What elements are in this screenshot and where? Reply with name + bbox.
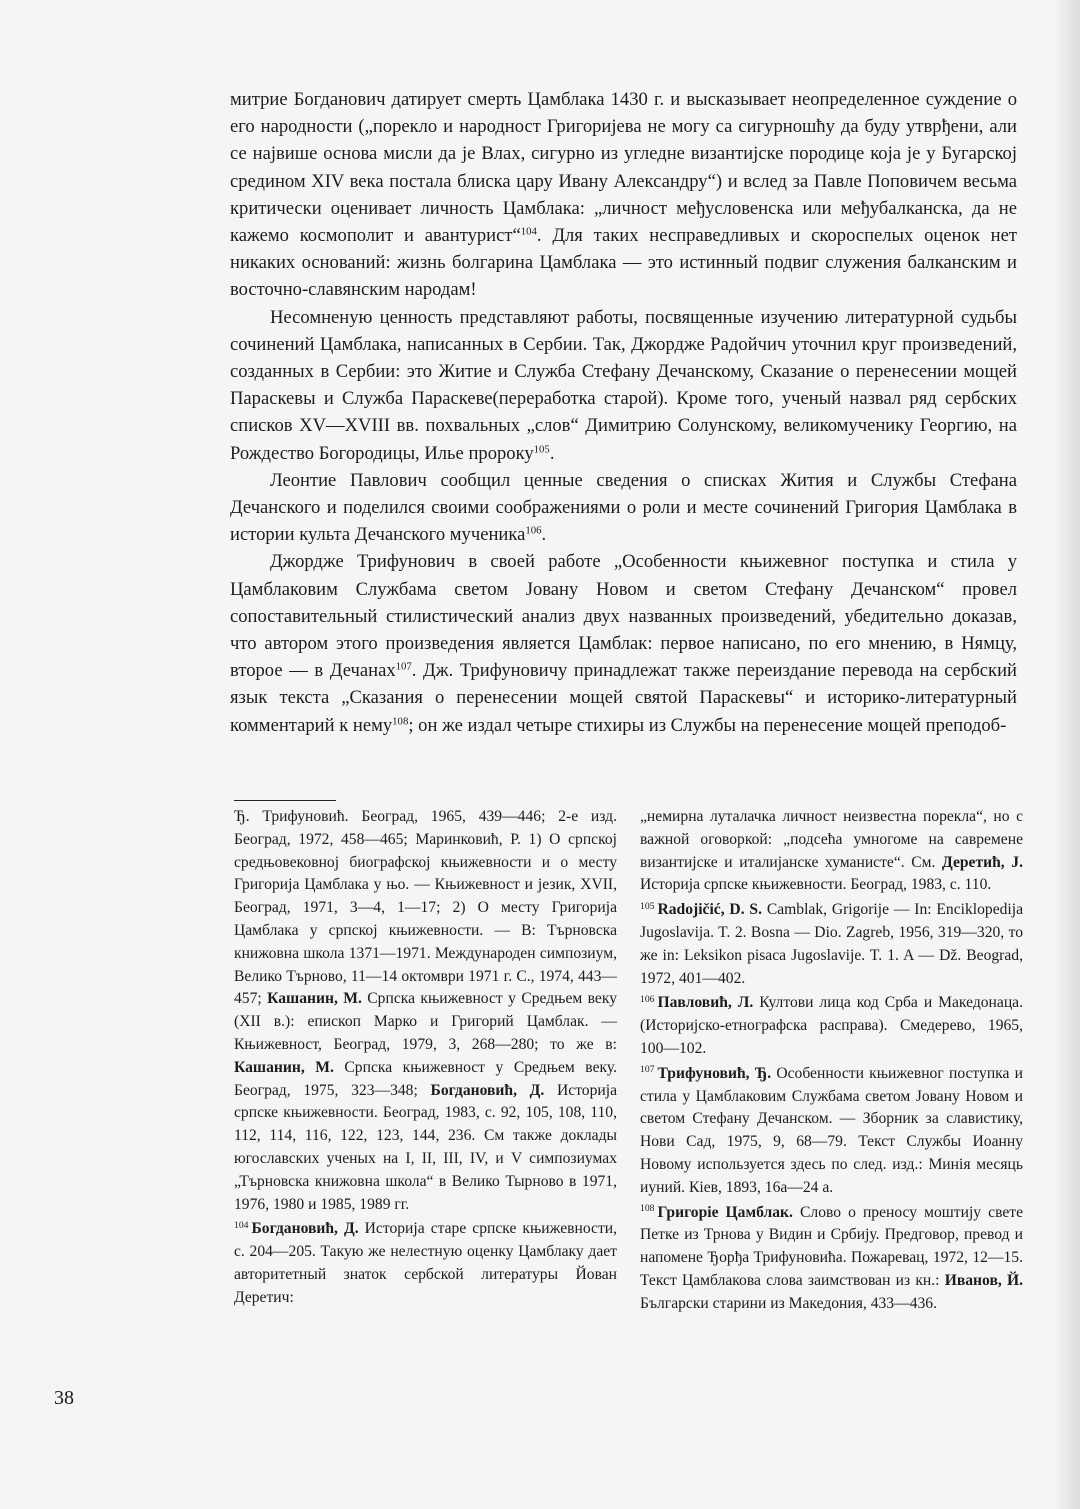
footnote-continuation: Ђ. Трифуновић. Београд, 1965, 439—446; 2-е изд. Београд, 1972, 458—465; Маринковић, Р. 1) О српској средњовековној биографској књижевности и о месту Григорија Цамблака у њо. — Књижевност и језик, XVII, Београд, 1971, 3—4, 1—17; 2) О месту Григорија Цамблака у српској књижевности. — В: Търновска книжовна школа 1371—1971. Международен симпозиум, Велико Търново, 11—14 октомври 1971 г. С., 1974, 443—457; Кашанин, М. Српска књижевност у Средњем веку (XII в.): епископ Марко и Григорий Цамблак. — Књижевност, Београд, 1979, 3, 268—280; то же в: Кашанин, М. Српска књижевност у Средњем веку. Београд, 1975, 323—348; Богдановић, Д. Историја српске књижевности. Београд, 1983, с. 92, 105, 108, 110, 112, 114, 116, 122, 123, 144, 236. См также доклады югославских ученых на I, II, III, IV, и V симпозиумах „Търновска книжовна школа“ в Велико Тырново в 1971, 1976, 1980 и 1985, 1989 гг. [234, 808, 617, 1213]
footnotes-right-column [640, 806, 1023, 1316]
footnote-separator [234, 800, 336, 801]
footnote-ref-105: 105 [533, 442, 550, 455]
page-number: 38 [54, 1387, 74, 1409]
footnote-ref-108: 108 [392, 714, 409, 727]
footnote-104-continuation: „немирна луталачка личност неизвестна порекла“, но с важной оговоркой: „подсећа умногоме на савремене византијске и италијанске хуманисте“. См. Деретић, Ј. Историја српске књижевности. Београд, 1983, с. 110. [640, 808, 1024, 894]
paragraph-1: митрие Богданович датирует смерть Цамблака 1430 г. и высказывает неопределенное суждение о его народности („порекло и народност Григоријева не могу са сигурношћу да буду утврђени, али се највише основа мисли да је Влах, сигурно из угледне византијске породице која је у Бугарској средином XIV века постала блиска цару Ивану Александру“) и вслед за Павле Поповичем весьма критически оценивает личность Цамблака: „личност међусловенска или међубалканска, да не кажемо космополит и авантурист“$^{104}$. Для таких несправедливых и скороспелых оценок нет никаких оснований: жизнь болгарина Цамблака — это истинный подвиг служения балканским и восточно-славянским народам! [230, 89, 1018, 301]
paragraph-3: Леонтие Павлович сообщил ценные сведения о списках Жития и Службы Стефана Дечанского и поделился своими соображениями о роли и месте сочинений Григория Цамблака в истории культа Дечанского мученика$^{106}$. [230, 469, 1017, 546]
binding-shadow [1054, 0, 1080, 1509]
paragraph-2: Несомненую ценность представляют работы, посвященные изучению литературной судьбы сочинений Цамблака, написанных в Сербии. Так, Джордже Радойчич уточнил круг произведений, созданных в Сербии: это Житие и Служба Стефану Дечанскому, Сказание о перенесении мощей Параскевы и Служба Параскеве(переработка старой). Кроме того, ученый назвал ряд сербских списков XV—XVIII вв. похвальных „слов“ Димитрию Солунскому, великомученику Георгию, на Рождество Богородицы, Илье пророку$^{105}$. [230, 306, 1017, 464]
footnote-107: $^{107}$ Трифуновић, Ђ. Особенности књижевног поступка и стила у Цамблаковим Службама светом Јовану Новом и светом Стефану Дечанском. — Зборник за славистику, Нови Сад, 1975, 9, 68—79. Текст Службы Иоанну Новому используется здесь по след. изд.: Минія месяць иуний. Кіев, 1893, 16а—24 а. [640, 1064, 1024, 1196]
footnote-105: $^{105}$ Radojičić, D. S. Camblak, Grigorije — In: Enciklopedija Jugoslavija. T. 2. Bosna — Dio. Zagreb, 1956, 319—320, то же in: Leksikon pisaca Jugoslavije. T. 1. A — Dž. Beograd, 1972, 401—402. [640, 900, 1023, 987]
footnote-108: $^{108}$ Григоріе Цамблак. Слово о преносу моштију свете Петке из Трнова у Видин и Србију. Предговор, превод и напомене Ђорђа Трифуновића. Пожаревац, 1972, 12—15. Текст Цамблакова слова заимствован из кн.: Иванов, Й. Български старини из Македония, 433—436. [640, 1203, 1023, 1312]
footnote-ref-104: 104 [520, 225, 537, 238]
footnote-106: $^{106}$ Павловић, Л. Култови лица код Срба и Македонаца. (Историјско-етнографска расправа). Смедерево, 1965, 100—102. [640, 994, 1023, 1057]
footnotes-left-column [234, 806, 617, 1310]
footnote-104: $^{104}$ Богдановић, Д. Историја старе српске књижевности, с. 204—205. Такую же нелестную оценку Цамблаку дает авторитетный знаток сербской литературы Йован Деретич: [234, 1220, 617, 1306]
main-text [230, 86, 1017, 739]
footnote-ref-107: 107 [395, 660, 412, 673]
footnote-ref-106: 106 [525, 524, 542, 537]
paragraph-4: Джордже Трифунович в своей работе „Особенности књижевног поступка и стила у Цамблаковим Службама светом Јовану Новом и светом Стефану Дечанском“ провел сопоставительный стилистический анализ двух названных произведений, убедительно доказав, что автором этого произведения является Цамблак: первое написано, по его мнению, в Нямцу, второе — в Дечанах$^{107}$. Дж. Трифуновичу принадлежат также переиздание перевода на сербский язык текста „Сказания о перенесении мощей святой Параскевы“ и историко-литературный комментарий к нему$^{108}$; он же издал четыре стихиры из Службы на перенесение мощей преподоб- [230, 551, 1017, 736]
